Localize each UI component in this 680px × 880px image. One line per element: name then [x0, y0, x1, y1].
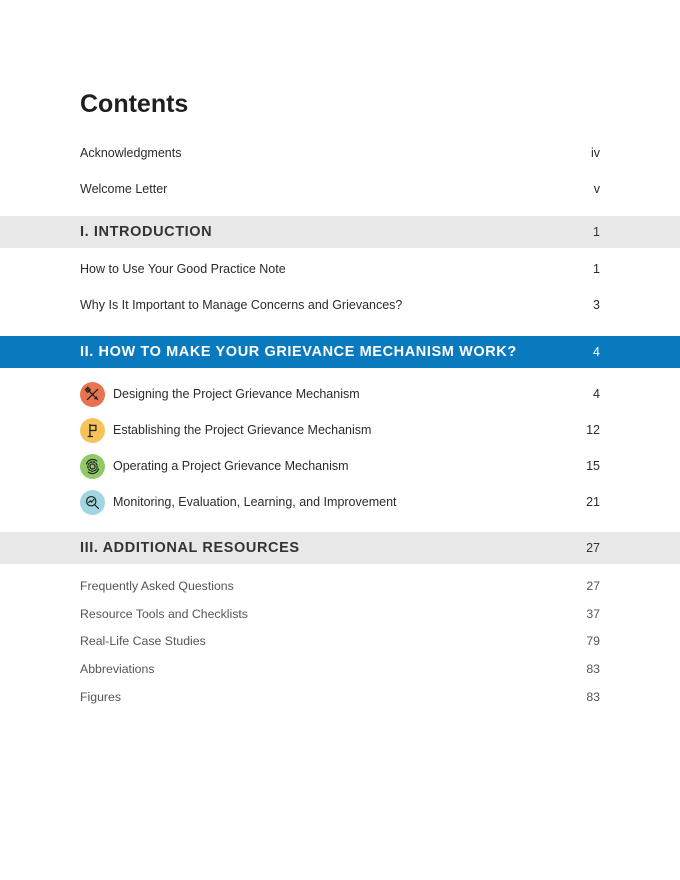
toc-entry-page: 15 — [586, 459, 600, 473]
section-header-grievance-mechanism[interactable] — [0, 336, 680, 368]
toc-entry-figures[interactable] — [80, 687, 600, 707]
toc-entry-label: Frequently Asked Questions — [80, 579, 234, 593]
toc-entry-label: Monitoring, Evaluation, Learning, and Improvement — [113, 495, 397, 509]
page-title: Contents — [80, 90, 189, 118]
section-title: I. INTRODUCTION — [80, 224, 213, 240]
toc-entry-operating[interactable] — [80, 456, 600, 476]
toc-entry-label: Figures — [80, 690, 122, 704]
magnifier-chart-icon — [80, 490, 105, 515]
toc-entry-page: 83 — [586, 662, 600, 676]
toc-entry-monitoring[interactable] — [80, 492, 600, 512]
section-header-additional-resources[interactable] — [0, 532, 680, 564]
toc-entry-label: Acknowledgments — [80, 146, 182, 160]
design-tools-icon — [80, 382, 105, 407]
toc-entry-acknowledgments[interactable] — [80, 143, 600, 163]
toc-entry-page: 21 — [586, 495, 600, 509]
toc-entry-label: Operating a Project Grievance Mechanism — [113, 459, 349, 473]
toc-entry-why-important[interactable] — [80, 295, 600, 315]
toc-entry-how-to-use[interactable] — [80, 259, 600, 279]
section-page: 4 — [593, 345, 600, 359]
toc-entry-page: 3 — [593, 298, 600, 312]
toc-entry-abbreviations[interactable] — [80, 659, 600, 679]
toc-entry-page: 37 — [586, 607, 600, 621]
toc-entry-label: How to Use Your Good Practice Note — [80, 262, 286, 276]
toc-entry-label: Designing the Project Grievance Mechanism — [113, 387, 360, 401]
toc-entry-establishing[interactable] — [80, 420, 600, 440]
toc-entry-label: Establishing the Project Grievance Mechanism — [113, 423, 372, 437]
toc-entry-label: Abbreviations — [80, 662, 155, 676]
section-title: II. HOW TO MAKE YOUR GRIEVANCE MECHANISM WORK? — [80, 344, 517, 360]
toc-entry-page: v — [593, 182, 600, 196]
toc-entry-page: iv — [590, 146, 600, 160]
toc-entry-case-studies[interactable] — [80, 631, 600, 651]
toc-entry-designing[interactable] — [80, 384, 600, 404]
flag-icon — [80, 418, 105, 443]
toc-entry-welcome-letter[interactable] — [80, 179, 600, 199]
toc-entry-page: 79 — [586, 634, 600, 648]
gear-cycle-icon — [80, 454, 105, 479]
toc-entry-faq[interactable] — [80, 576, 600, 596]
toc-entry-page: 1 — [593, 262, 600, 276]
toc-entry-label: Resource Tools and Checklists — [80, 607, 248, 621]
toc-entry-page: 83 — [586, 690, 600, 704]
toc-entry-page: 12 — [586, 423, 600, 437]
toc-entry-label: Welcome Letter — [80, 182, 168, 196]
section-page: 1 — [593, 225, 600, 239]
toc-entry-page: 4 — [593, 387, 600, 401]
section-page: 27 — [586, 541, 600, 555]
toc-entry-page: 27 — [586, 579, 600, 593]
toc-entry-label: Real-Life Case Studies — [80, 634, 206, 648]
toc-entry-label: Why Is It Important to Manage Concerns and Grievances? — [80, 298, 403, 312]
section-title: III. ADDITIONAL RESOURCES — [80, 540, 300, 556]
section-header-introduction[interactable] — [0, 216, 680, 248]
toc-entry-resource-tools[interactable] — [80, 604, 600, 624]
